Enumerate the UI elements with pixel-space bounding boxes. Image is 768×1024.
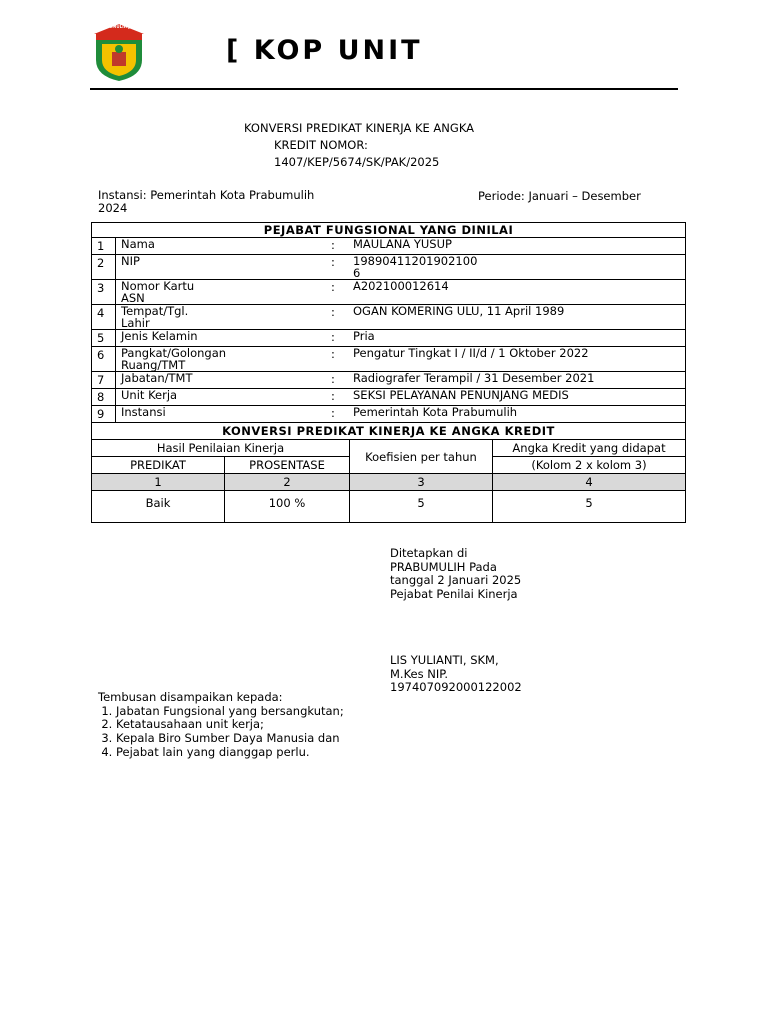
identity-row-number: 6: [92, 347, 116, 372]
col-number-2: 2: [225, 474, 350, 491]
identity-row-number: 4: [92, 305, 116, 330]
identity-row-label: Nomor Kartu ASN: [116, 280, 327, 305]
identity-row: [92, 389, 686, 406]
identity-row-number: 5: [92, 330, 116, 347]
col-hasil: Hasil Penilaian Kinerja: [92, 440, 350, 457]
identity-row-number: 7: [92, 372, 116, 389]
letterhead-title: [ KOP UNIT: [226, 35, 423, 66]
col-number-1: 1: [92, 474, 225, 491]
identity-row-value: A202100012614: [348, 280, 686, 305]
identity-row-label: Unit Kerja: [116, 389, 327, 406]
signature-place: Ditetapkan di: [390, 546, 468, 560]
identity-row: [92, 406, 686, 423]
identity-row-value: OGAN KOMERING ULU, 11 April 1989: [348, 305, 686, 330]
tembusan-title: Tembusan disampaikan kepada:: [98, 690, 283, 704]
conversion-table: [91, 422, 686, 523]
instansi-year: 2024: [98, 201, 128, 215]
tembusan-item: 2. Ketatausahaan unit kerja;: [116, 718, 344, 732]
city-logo: [92, 22, 146, 82]
identity-row-colon: :: [326, 372, 348, 389]
identity-row: [92, 372, 686, 389]
signer-title: M.Kes NIP.: [390, 666, 449, 681]
instansi-label: Instansi: Pemerintah Kota Prabumulih: [98, 188, 315, 202]
col-koefisien: Koefisien per tahun: [350, 440, 493, 474]
identity-row-number: 3: [92, 280, 116, 305]
identity-row-colon: :: [326, 280, 348, 305]
identity-row: [92, 347, 686, 372]
periode-info: Periode: Januari – Desember: [478, 189, 641, 203]
signer-block: [390, 654, 522, 695]
tembusan-block: [98, 691, 344, 760]
col-number-3: 3: [350, 474, 493, 491]
tembusan-item: 1. Jabatan Fungsional yang bersangkutan;: [116, 705, 344, 719]
tembusan-list: [98, 705, 344, 760]
identity-header: PEJABAT FUNGSIONAL YANG DINILAI: [92, 223, 686, 238]
identity-row-value: Pemerintah Kota Prabumulih: [348, 406, 686, 423]
identity-row-value: Radiografer Terampil / 31 Desember 2021: [348, 372, 686, 389]
identity-row: [92, 238, 686, 255]
identity-row-value: SEKSI PELAYANAN PENUNJANG MEDIS: [348, 389, 686, 406]
doc-title-line1: KONVERSI PREDIKAT KINERJA KE ANGKA: [244, 121, 475, 135]
signer-nip: 197407092000122002: [390, 680, 522, 695]
identity-row-value: Pria: [348, 330, 686, 347]
identity-row-value: Pengatur Tingkat I / II/d / 1 Oktober 2022: [348, 347, 686, 372]
identity-row-label: Tempat/Tgl. Lahir: [116, 305, 327, 330]
identity-row-label: Jabatan/TMT: [116, 372, 327, 389]
identity-row-colon: :: [326, 255, 348, 280]
doc-title-line2: KREDIT NOMOR:: [274, 138, 368, 152]
identity-table: [91, 222, 686, 423]
doc-number: 1407/KEP/5674/SK/PAK/2025: [274, 155, 440, 169]
identity-row-number: 9: [92, 406, 116, 423]
identity-row-label: Pangkat/Golongan Ruang/TMT: [116, 347, 327, 372]
identity-row-value: MAULANA YUSUP: [348, 238, 686, 255]
letterhead-rule: [90, 88, 678, 90]
logo-text: PRABUMULIH JAYA: [97, 24, 139, 29]
identity-row-colon: :: [326, 389, 348, 406]
value-koefisien: 5: [350, 491, 493, 523]
identity-row-colon: :: [326, 347, 348, 372]
identity-row-value: 19890411201902100 6: [348, 255, 686, 280]
signature-date: tanggal 2 Januari 2025: [390, 573, 522, 588]
value-prosentase: 100 %: [225, 491, 350, 523]
value-predikat: Baik: [92, 491, 225, 523]
identity-row-label: Jenis Kelamin: [116, 330, 327, 347]
identity-row-number: 1: [92, 238, 116, 255]
col-prosentase: PROSENTASE: [225, 457, 350, 474]
col-predikat: PREDIKAT: [92, 457, 225, 474]
identity-row-colon: :: [326, 406, 348, 423]
identity-header-row: [92, 223, 686, 238]
identity-row: [92, 255, 686, 280]
identity-row-label: Instansi: [116, 406, 327, 423]
identity-row: [92, 280, 686, 305]
col-number-4: 4: [493, 474, 686, 491]
signer-name: LIS YULIANTI, SKM,: [390, 653, 499, 667]
signature-block: [390, 547, 521, 602]
tembusan-item: 4. Pejabat lain yang dianggap perlu.: [116, 746, 344, 760]
value-angka-kredit: 5: [493, 491, 686, 523]
identity-row-colon: :: [326, 238, 348, 255]
signature-role: Pejabat Penilai Kinerja: [390, 587, 518, 602]
col-angka: Angka Kredit yang didapat: [493, 440, 686, 457]
identity-row-colon: :: [326, 305, 348, 330]
identity-row-number: 2: [92, 255, 116, 280]
identity-row-colon: :: [326, 330, 348, 347]
instansi-info: [98, 189, 398, 215]
identity-row: [92, 305, 686, 330]
identity-row-number: 8: [92, 389, 116, 406]
identity-row-label: NIP: [116, 255, 327, 280]
col-rumus: (Kolom 2 x kolom 3): [493, 457, 686, 474]
conversion-header: KONVERSI PREDIKAT KINERJA KE ANGKA KREDIT: [92, 423, 686, 440]
signature-city: PRABUMULIH Pada: [390, 559, 497, 574]
identity-row: [92, 330, 686, 347]
tembusan-item: 3. Kepala Biro Sumber Daya Manusia dan: [116, 732, 344, 746]
identity-row-label: Nama: [116, 238, 327, 255]
